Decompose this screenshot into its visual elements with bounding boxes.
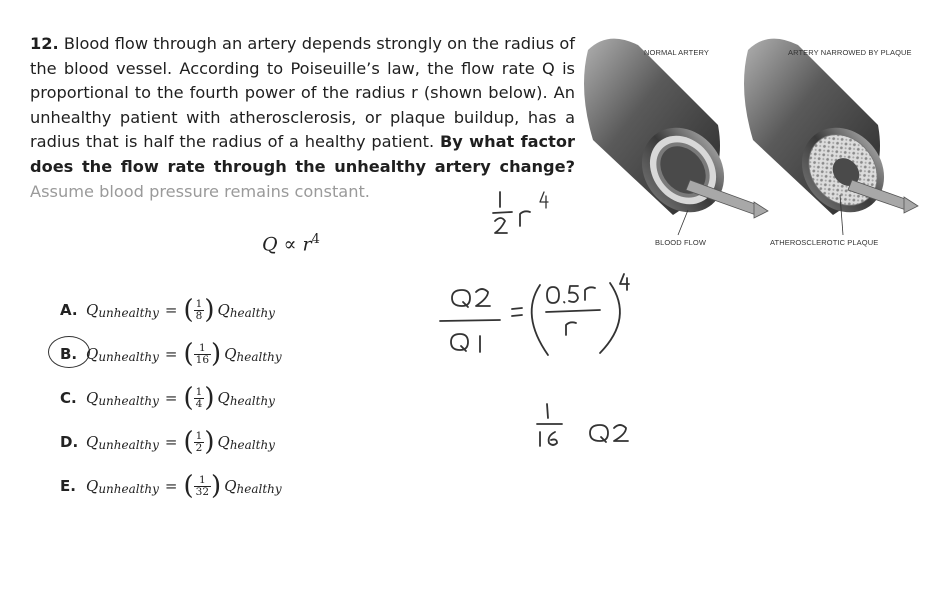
choice-letter: C. (60, 389, 77, 407)
handwritten-r (520, 211, 530, 226)
fraction: $\frac{1}{8}$ (195, 297, 203, 322)
fraction: $\frac{1}{32}$ (195, 473, 210, 498)
rhs-subscript: healthy (236, 482, 282, 496)
rhs-var: Q (217, 301, 230, 319)
choice-letter: E. (60, 477, 76, 495)
lhs-var: Q (86, 389, 99, 407)
choice-expression: Q unhealthy = ( $\frac{1}{32}$ ) Q healthy (86, 471, 282, 501)
lhs-subscript: unhealthy (98, 438, 159, 452)
handwritten-half-denominator (495, 218, 507, 233)
handwritten-equals (512, 308, 522, 316)
handwritten-r-den (566, 322, 576, 335)
handwritten-right-paren (600, 283, 620, 353)
narrowed-artery-label: ARTERY NARROWED BY PLAQUE (788, 48, 912, 57)
artery-illustration (578, 30, 928, 260)
question-bold-text: By what factor does the flow rate through the unhealthy artery change? (30, 132, 575, 176)
rhs-var: Q (217, 389, 230, 407)
handwritten-q2 (452, 289, 490, 307)
handwritten-0.5r (547, 286, 595, 303)
question-number: 12. (30, 34, 59, 53)
choice-letter: B. (60, 345, 78, 363)
rhs-var: Q (217, 433, 230, 451)
plaque-label: ATHEROSCLEROTIC PLAQUE (770, 238, 879, 247)
fraction: $\frac{1}{4}$ (195, 385, 203, 410)
handwritten-result-numerator (547, 404, 548, 418)
choice-letter: D. (60, 433, 79, 451)
formula-exponent: 4 (311, 232, 320, 247)
lhs-subscript: unhealthy (98, 306, 159, 320)
blood-flow-label: BLOOD FLOW (655, 238, 707, 247)
normal-artery-icon (584, 39, 768, 229)
question-text: Blood flow through an artery depends strongly on the radius of the blood vessel. According to Poiseuille’s law, the flow rate Q is proportional to the fourth power of the radius r (shown below). An unhealthy patient with atherosclerosis, or plaque buildup, has a radius that is half the radius of a healthy patient. (30, 34, 575, 152)
choice-expression: Q unhealthy = ( $\frac{1}{8}$ ) Q healthy (86, 295, 275, 325)
handwritten-result-q2 (590, 425, 628, 442)
formula-lhs: Q ∝ r (262, 233, 312, 256)
rhs-var: Q (224, 477, 237, 495)
handwritten-exp4 (540, 192, 548, 208)
handwritten-q1 (451, 334, 480, 352)
handwritten-result-denominator (540, 432, 557, 446)
lhs-var: Q (86, 433, 99, 451)
handwritten-half-bar (493, 212, 512, 213)
rhs-subscript: healthy (229, 306, 275, 320)
choice-expression: Q unhealthy = ( $\frac{1}{4}$ ) Q healthy (86, 383, 275, 413)
choice-letter: A. (60, 301, 78, 319)
normal-artery-label: NORMAL ARTERY (644, 48, 709, 57)
lhs-var: Q (86, 345, 99, 363)
handwritten-fraction-bar (440, 320, 500, 321)
handwritten-exponent-4 (620, 274, 629, 290)
handwritten-left-paren (532, 285, 548, 355)
question-assume: Assume (30, 181, 94, 201)
rhs-subscript: healthy (229, 394, 275, 408)
lhs-subscript: unhealthy (98, 482, 159, 496)
fraction: $\frac{1}{2}$ (195, 429, 203, 454)
lhs-var: Q (86, 477, 99, 495)
hw-half-r (0, 0, 1, 1)
rhs-subscript: healthy (236, 350, 282, 364)
rhs-subscript: healthy (229, 438, 275, 452)
fraction: $\frac{1}{16}$ (195, 341, 210, 366)
question-faded-text: blood pressure remains constant. (99, 181, 370, 201)
lhs-subscript: unhealthy (98, 350, 159, 364)
lhs-subscript: unhealthy (98, 394, 159, 408)
narrowed-artery-icon (744, 39, 918, 229)
lhs-var: Q (86, 301, 99, 319)
choice-expression: Q unhealthy = ( $\frac{1}{2}$ ) Q healthy (86, 427, 275, 457)
rhs-var: Q (224, 345, 237, 363)
choice-expression: Q unhealthy = ( $\frac{1}{16}$ ) Q healthy (86, 339, 282, 369)
handwritten-inner-bar (546, 310, 600, 312)
